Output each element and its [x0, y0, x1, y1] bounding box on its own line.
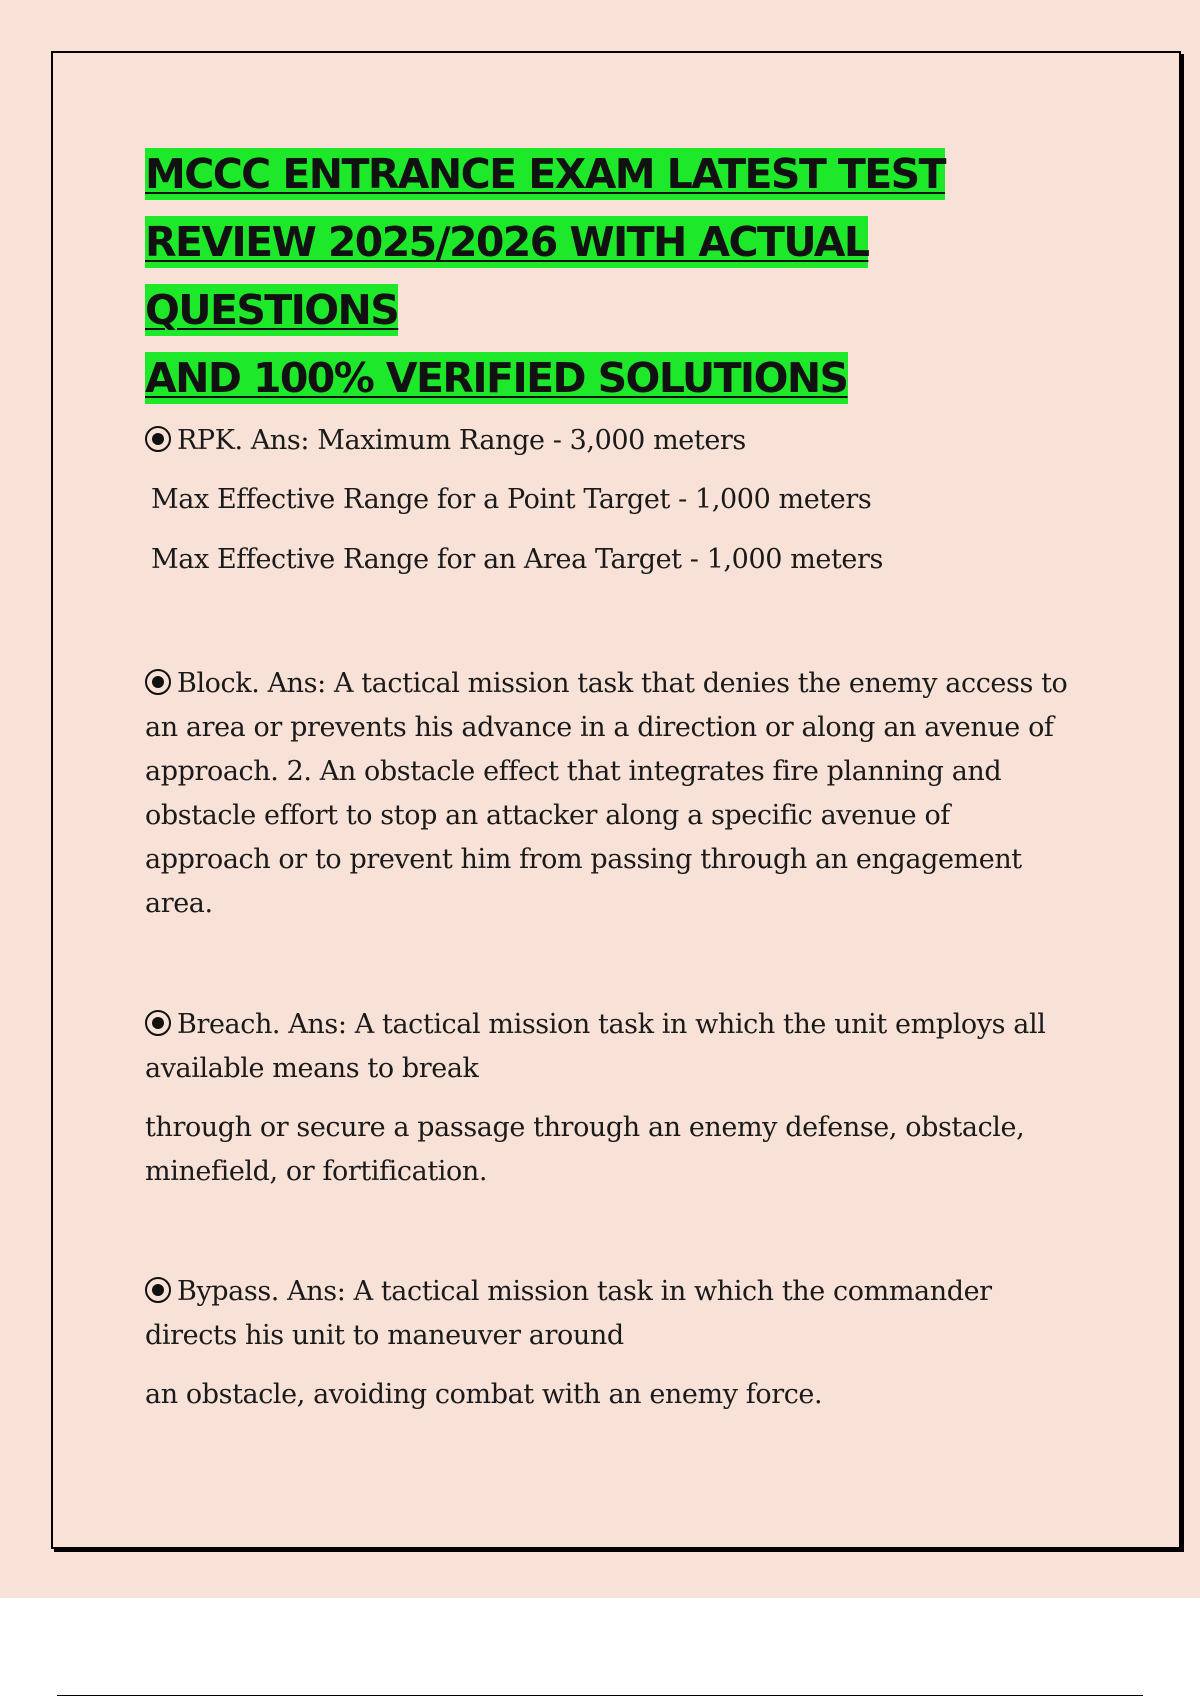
- title-line-2: REVIEW 2025/2026 WITH ACTUAL QUESTIONS: [145, 218, 869, 334]
- entry-breach-line-3: through or secure a passage through an enemy defense, obstacle,: [145, 1112, 1025, 1143]
- document-title: [145, 140, 1105, 412]
- entry-breach-line-1: Breach. Ans: A tactical mission task in which the unit employs all: [177, 1009, 1046, 1040]
- radio-bullet-icon: [145, 1277, 171, 1303]
- radio-bullet-icon: [145, 426, 171, 452]
- entry-block-line-2: an area or prevents his advance in a direction or along an avenue of: [145, 712, 1054, 743]
- entry-bypass-line-3: an obstacle, avoiding combat with an enemy force.: [145, 1379, 823, 1410]
- entry-block-line-3: approach. 2. An obstacle effect that integrates fire planning and: [145, 756, 1002, 787]
- radio-bullet-icon: [145, 1010, 171, 1036]
- entry-bypass-a: [145, 1270, 1085, 1358]
- entry-breach-line-4: minefield, or fortification.: [145, 1156, 488, 1187]
- entry-block-line-4: obstacle effort to stop an attacker along a specific avenue of: [145, 800, 950, 831]
- entry-block-line-5: approach or to prevent him from passing through an engagement: [145, 844, 1022, 875]
- entry-rpk-line-1: RPK. Ans: Maximum Range - 3,000 meters: [145, 425, 746, 456]
- entry-breach-a: [145, 1003, 1085, 1091]
- entry-breach-b: [145, 1106, 1085, 1194]
- entry-block-line-6: area.: [145, 888, 213, 919]
- title-line-3: AND 100% VERIFIED SOLUTIONS: [145, 354, 848, 402]
- entry-bypass-line-2: directs his unit to maneuver around: [145, 1320, 624, 1351]
- entry-block: [145, 662, 1085, 926]
- entry-rpk-line-2: Max Effective Range for a Point Target - 1,000 meters: [151, 484, 872, 515]
- entry-breach-line-2: available means to break: [145, 1053, 479, 1084]
- entry-block-line-1: Block. Ans: A tactical mission task that denies the enemy access to: [177, 668, 1068, 699]
- entry-bypass-line-1: Bypass. Ans: A tactical mission task in which the commander: [177, 1276, 992, 1307]
- entry-rpk-line-3: Max Effective Range for an Area Target - 1,000 meters: [151, 544, 883, 575]
- footer-rule: [57, 1695, 1143, 1696]
- radio-bullet-icon: [145, 669, 171, 695]
- entry-bypass-b: [145, 1373, 1085, 1417]
- title-line-1: MCCC ENTRANCE EXAM LATEST TEST: [145, 150, 945, 198]
